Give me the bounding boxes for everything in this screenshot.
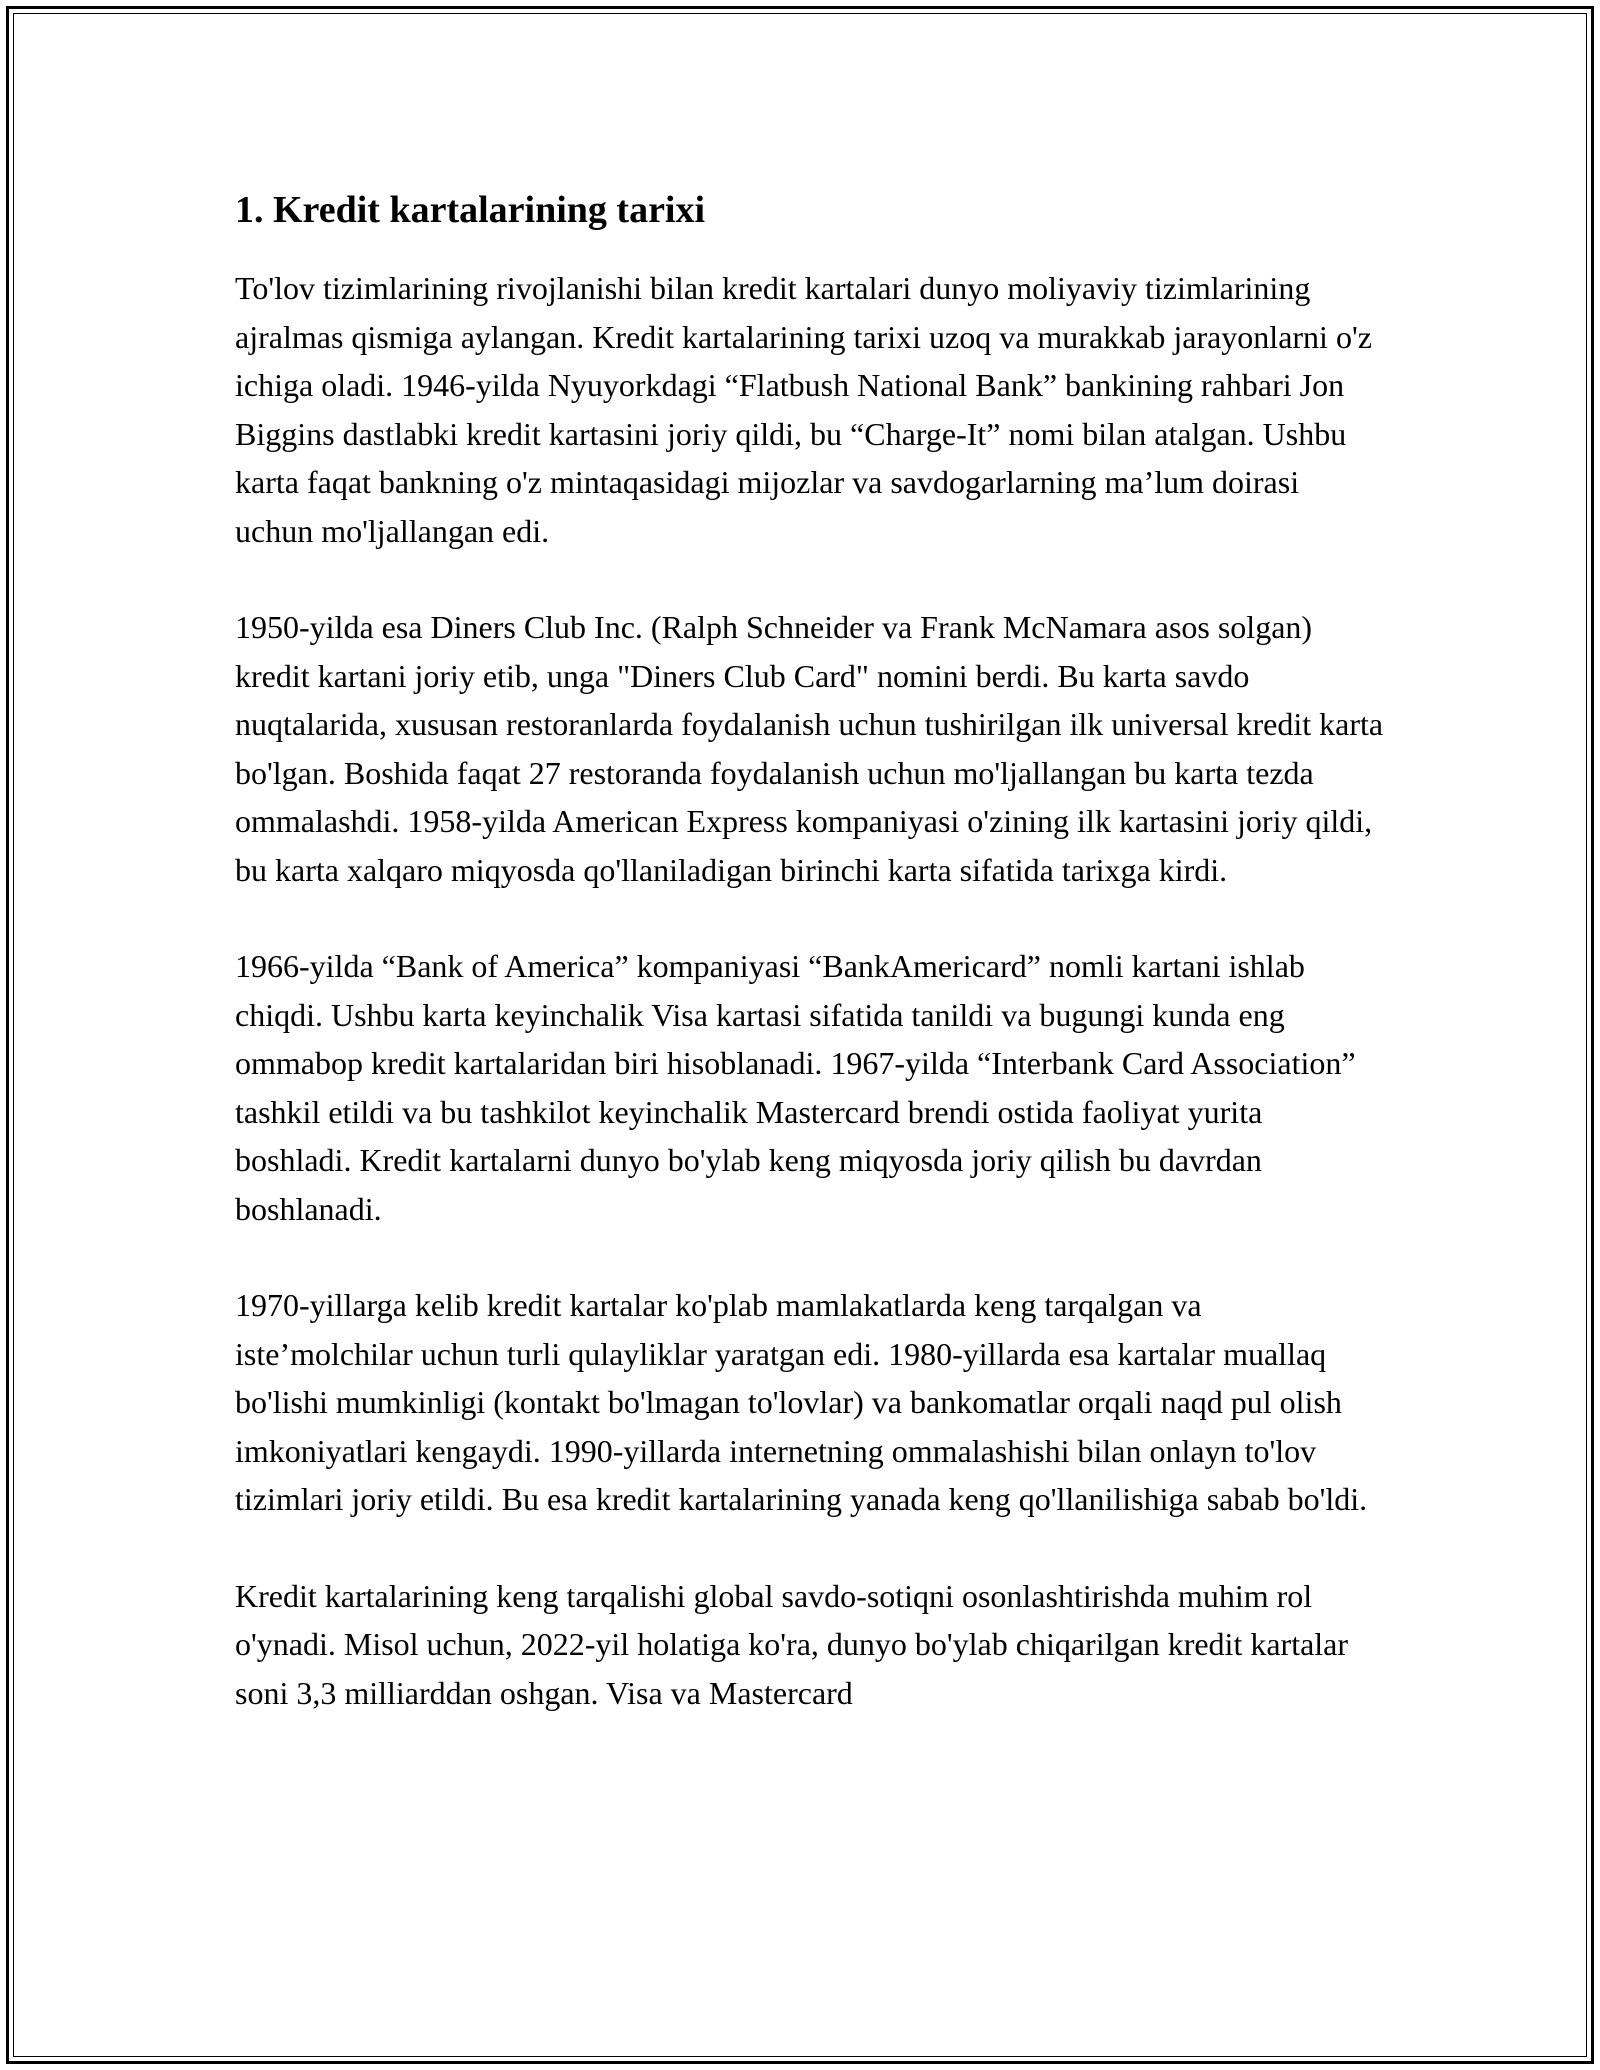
paragraph-4: 1970-yillarga kelib kredit kartalar ko'plab mamlakatlarda keng tarqalgan va iste’molchilar uchun turli qulayliklar yaratgan edi. 1980-yillarda esa kartalar muallaq bo'lishi mumkinligi (kontakt bo'lmagan to'lovlar) va bankomatlar orqali naqd pul olish imkoniyatlari kengaydi. 1990-yillarda internetning ommalashishi bilan onlayn to'lov tizimlari joriy etildi. Bu esa kredit kartalarining yanada keng qo'llanilishiga sabab bo'ldi.	[235, 1287, 1368, 1517]
paragraph-1: To'lov tizimlarining rivojlanishi bilan kredit kartalari dunyo moliyaviy tizimlarining ajralmas qismiga aylangan. Kredit kartalarining tarixi uzoq va murakkab jarayonlarni o'z ichiga oladi. 1946-yilda Nyuyorkdagi “Flatbush National Bank” bankining rahbari Jon Biggins dastlabki kredit kartasini joriy qildi, bu “Charge-It” nomi bilan atalgan. Ushbu karta faqat bankning o'z mintaqasidagi mijozlar va savdogarlarning ma’lum doirasi uchun mo'ljallangan edi.	[235, 270, 1372, 549]
section-heading: 1. Kredit kartalarining tarixi	[235, 189, 706, 231]
paragraph-2: 1950-yilda esa Diners Club Inc. (Ralph Schneider va Frank McNamara asos solgan) kredit kartani joriy etib, unga "Diners Club Card" nomini berdi. Bu karta savdo nuqtalarida, xususan restoranlarda foydalanish uchun tushirilgan ilk universal kredit karta bo'lgan. Boshida faqat 27 restoranda foydalanish uchun mo'ljallangan bu karta tezda ommalashdi. 1958-yilda American Express kompaniyasi o'zining ilk kartasini joriy qildi, bu karta xalqaro miqyosda qo'llaniladigan birinchi karta sifatida tarixga kirdi.	[235, 609, 1384, 888]
document-body	[235, 186, 1385, 1765]
paragraph-5: Kredit kartalarining keng tarqalishi global savdo-sotiqni osonlashtirishda muhim rol o'ynadi. Misol uchun, 2022-yil holatiga ko'ra, dunyo bo'ylab chiqarilgan kredit kartalar soni 3,3 milliarddan oshgan. Visa va Mastercard	[235, 1577, 1349, 1711]
paragraph-3: 1966-yilda “Bank of America” kompaniyasi “BankAmericard” nomli kartani ishlab chiqdi. Ushbu karta keyinchalik Visa kartasi sifatida tanildi va bugungi kunda eng ommabop kredit kartalaridan biri hisoblanadi. 1967-yilda “Interbank Card Association” tashkil etildi va bu tashkilot keyinchalik Mastercard brendi ostida faoliyat yurita boshladi. Kredit kartalarni dunyo bo'ylab keng miqyosda joriy qilish bu davrdan boshlanadi.	[235, 948, 1356, 1227]
